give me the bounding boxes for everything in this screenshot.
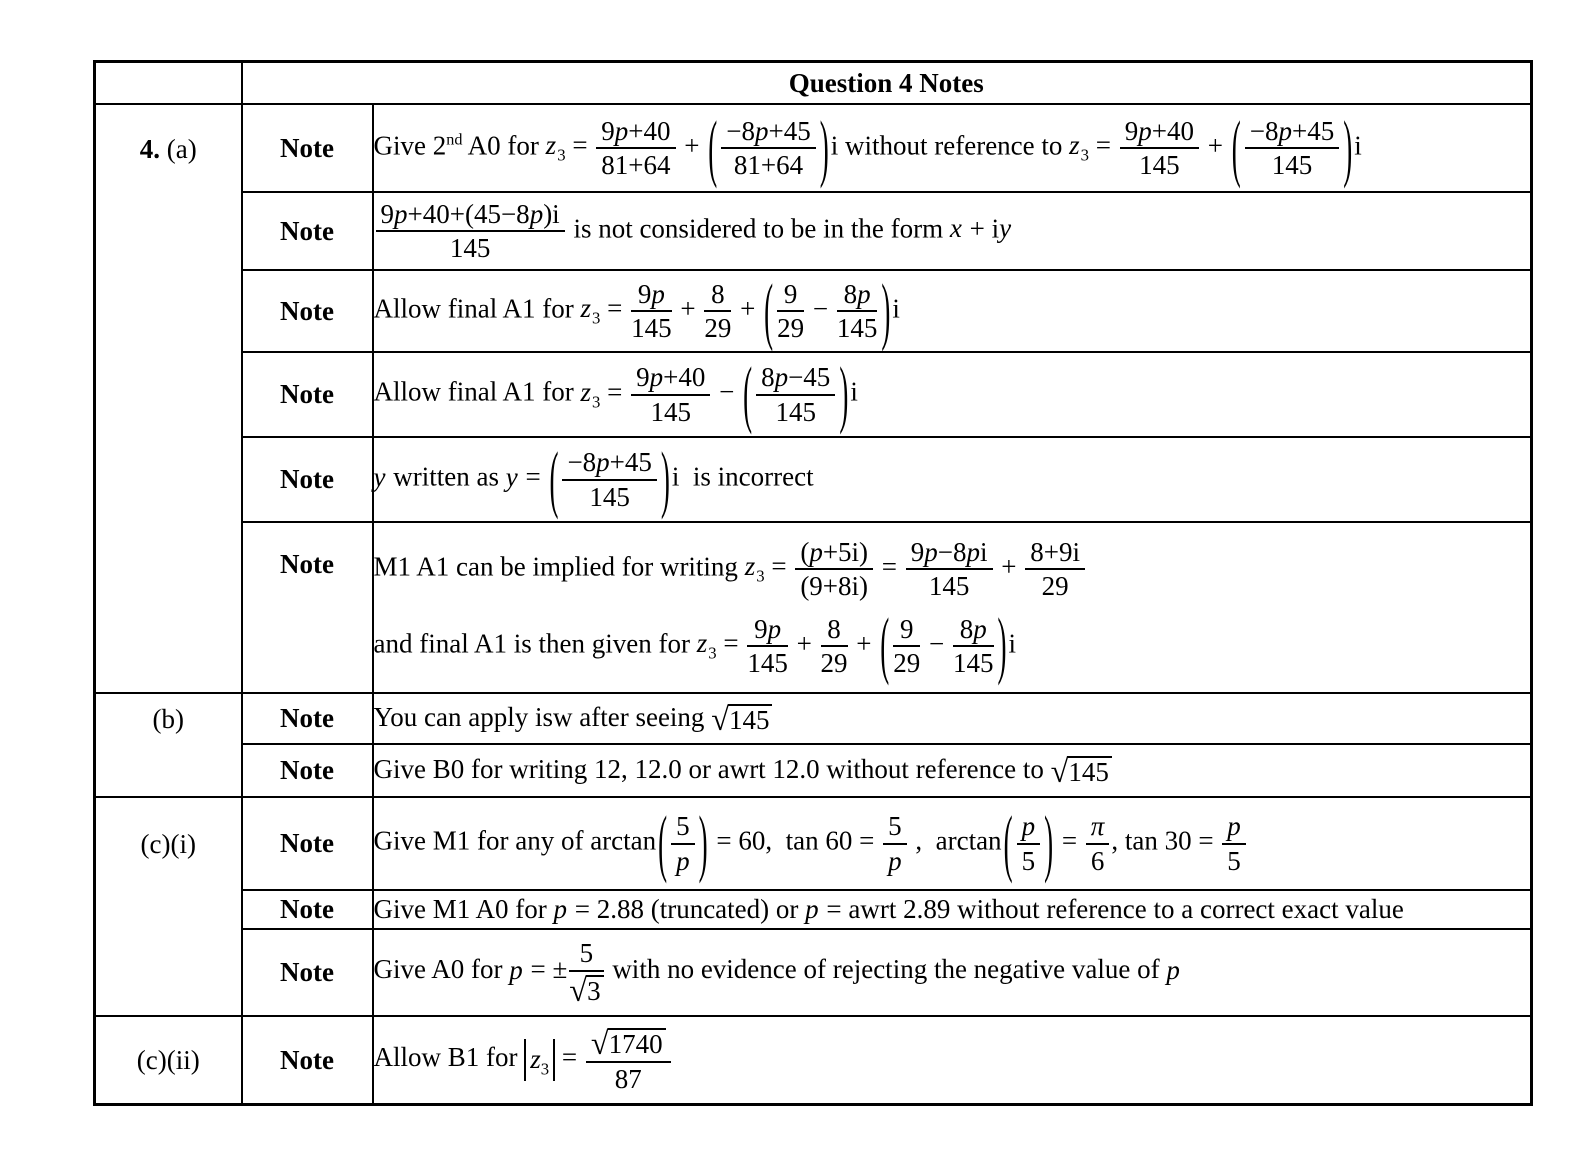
text-run: Allow B1 for: [373, 1042, 525, 1073]
denominator: 29: [1041, 571, 1069, 602]
table-row: [95, 192, 1532, 270]
fraction: [584, 1026, 673, 1094]
content-line: [373, 602, 1531, 687]
numerator: p: [1017, 811, 1041, 844]
fraction: [881, 811, 909, 875]
note-content-cell: [373, 797, 1532, 890]
note-label-cell: [242, 890, 373, 929]
note-label-cell: [242, 270, 373, 352]
big-paren: ): [1044, 800, 1054, 885]
note-content-cell: [373, 104, 1532, 192]
math-run: =: [1055, 825, 1084, 856]
big-paren: ): [1343, 104, 1353, 189]
note-content-cell: [373, 437, 1532, 522]
math-run: =: [875, 551, 904, 582]
note-label: Note: [280, 828, 334, 858]
denominator: 145: [650, 396, 691, 427]
denominator: 145: [953, 647, 994, 678]
part-label: (c)(i): [140, 829, 196, 859]
denominator: p: [888, 845, 902, 876]
note-label: Note: [280, 549, 334, 579]
math-run: y =: [505, 461, 548, 492]
note-content-cell: [373, 352, 1532, 437]
note-content-cell: [373, 693, 1532, 744]
note-content-cell: [373, 929, 1532, 1016]
note-label-cell: [242, 352, 373, 437]
math-run: +: [849, 627, 879, 658]
numerator: 8: [704, 279, 731, 312]
note-label: Note: [280, 957, 334, 987]
math-run: i: [850, 376, 858, 407]
big-paren: ): [997, 602, 1007, 687]
math-run: i: [830, 130, 839, 161]
sqrt: [711, 702, 772, 739]
table-title: Question 4 Notes: [242, 62, 1532, 105]
denominator: [569, 972, 603, 1007]
content-line: [373, 104, 1531, 189]
math-run: y: [373, 461, 386, 492]
text-run: Allow final A1 for: [373, 376, 581, 407]
big-paren: (: [1231, 104, 1241, 189]
math-run: −: [712, 376, 742, 407]
numerator: 9p+40+(45−8p)i: [376, 199, 565, 232]
fraction: [1118, 116, 1201, 180]
big-paren: ): [881, 267, 891, 352]
math-run: i: [1354, 130, 1362, 161]
math-run: p: [1166, 954, 1180, 985]
table-row: [95, 352, 1532, 437]
math-run: $z_3$ =: [580, 293, 630, 328]
denominator: 145: [449, 233, 491, 263]
math-run: −: [922, 627, 952, 658]
note-label: Note: [280, 132, 334, 163]
note-content-cell: [373, 267, 1532, 352]
part-cell: [95, 1016, 242, 1105]
content-line: [373, 267, 1531, 352]
text-run: Allow final A1 for: [373, 293, 581, 324]
numerator: 9p−8pi: [906, 537, 993, 570]
denominator: 5: [1227, 845, 1241, 876]
denominator: 6: [1090, 845, 1105, 876]
text-run: Give A0 for: [373, 954, 510, 985]
numerator: 5: [671, 811, 695, 844]
text-run: without reference to: [838, 130, 1070, 161]
numerator: 8p: [953, 614, 994, 647]
math-run: p = ±: [509, 954, 568, 985]
content-line: [374, 1026, 1531, 1094]
fraction: [775, 279, 806, 343]
denominator: 87: [614, 1063, 642, 1094]
numerator: −8p+45: [562, 447, 656, 480]
big-paren: ): [698, 800, 708, 885]
note-label: Note: [280, 215, 334, 246]
math-run: +: [677, 130, 707, 161]
math-run: $z_3$ =: [545, 130, 595, 165]
denominator: 145: [631, 313, 672, 343]
note-label-cell: [242, 929, 373, 1016]
fraction: [891, 614, 922, 678]
note-label-cell: [242, 437, 373, 522]
math-run: $z_3$ =: [744, 551, 794, 586]
fraction: [702, 279, 733, 343]
denominator: 145: [1139, 150, 1180, 180]
sqrt: [1050, 754, 1112, 791]
big-paren: ): [839, 351, 849, 436]
note-label: Note: [280, 464, 334, 494]
math-run: +: [789, 627, 819, 658]
table-row: [95, 1016, 1532, 1105]
text-run: M1 A1 can be implied for writing: [373, 551, 745, 582]
content-line: [373, 436, 1531, 521]
note-label-cell: [242, 1016, 373, 1105]
fraction: [904, 537, 995, 601]
sqrt: [569, 972, 603, 1009]
table-row: [95, 693, 1532, 744]
text-run: = 2.88 (truncated) or: [567, 893, 806, 924]
math-run: $z_3$ =: [580, 376, 630, 412]
note-content-cell: [373, 192, 1532, 270]
math-run: = 60: [709, 825, 766, 856]
big-paren: (: [764, 267, 774, 352]
table-row: [95, 797, 1532, 890]
text-run: = awrt 2.89 without reference to a correct exact value: [819, 893, 1404, 924]
content-line: [373, 753, 1531, 791]
content-line: [374, 537, 1531, 601]
numerator: [586, 1026, 671, 1063]
fraction: [1243, 116, 1341, 180]
denominator: p: [676, 845, 690, 876]
note-label-cell: [242, 693, 373, 744]
text-run: , tan 30 =: [1111, 825, 1221, 856]
math-run: +: [1201, 130, 1230, 161]
note-label: Note: [280, 379, 334, 409]
denominator: 145: [928, 571, 970, 602]
fraction: [719, 116, 817, 180]
numerator: 9: [777, 279, 804, 312]
note-label-cell: [242, 522, 373, 693]
math-run: +: [994, 551, 1024, 582]
fraction: [1015, 811, 1043, 875]
numerator: 9p+40: [1120, 116, 1199, 149]
radicand: 3: [586, 975, 604, 1007]
note-label: Note: [280, 894, 334, 924]
fraction: [951, 614, 996, 678]
numerator: 9p+40: [596, 116, 675, 149]
numerator: p: [1222, 811, 1246, 844]
denominator: 145: [589, 481, 630, 512]
fraction: [754, 362, 837, 426]
absolute-value: $z_3$: [524, 1039, 555, 1081]
big-paren: (: [658, 800, 668, 885]
fraction: [594, 116, 677, 180]
text-run: Give 2: [373, 130, 447, 161]
denominator: 29: [820, 647, 848, 678]
note-content-cell: [373, 1016, 1532, 1105]
part-cell: [95, 797, 242, 1016]
fraction: [793, 537, 875, 601]
numerator: 9p: [631, 279, 672, 312]
fraction: [1220, 811, 1248, 875]
note-label: Note: [280, 1044, 334, 1075]
text-run: Give M1 A0 for: [373, 893, 554, 924]
numerator: 9p+40: [631, 362, 710, 395]
sqrt: [590, 1025, 666, 1062]
math-run: x + iy: [949, 213, 1012, 244]
big-paren: (: [880, 602, 890, 687]
table-row: [95, 270, 1532, 352]
math-run: =: [555, 1042, 584, 1073]
radical-sign: √: [1050, 754, 1069, 791]
denominator: 29: [893, 647, 921, 678]
content-line: [373, 938, 1531, 1009]
part-cell: [95, 693, 242, 797]
numerator: 8p: [837, 279, 878, 312]
text-run: with no evidence of rejecting the negative value of: [605, 954, 1167, 985]
fraction: [567, 938, 605, 1009]
big-paren: (: [1003, 800, 1013, 885]
note-label-cell: [242, 192, 373, 270]
denominator: (9+8i): [800, 571, 869, 602]
header-row: [95, 62, 1532, 105]
fraction: [835, 279, 880, 343]
big-paren: (: [708, 104, 718, 189]
fraction: [629, 362, 712, 426]
fraction: [374, 199, 567, 263]
math-run: p: [553, 893, 567, 924]
note-content-cell: [373, 522, 1532, 693]
question-notes-table: [93, 60, 1533, 1106]
numerator: −8p+45: [721, 116, 815, 149]
math-run: i: [671, 461, 680, 492]
big-paren: ): [819, 104, 829, 189]
fraction: [745, 614, 790, 678]
text-run: , arctan: [908, 825, 1002, 856]
denominator: 145: [775, 396, 816, 427]
numerator: 8+9i: [1025, 537, 1085, 570]
denominator: 29: [777, 313, 805, 343]
note-label-cell: [242, 797, 373, 890]
text-run: You can apply isw after seeing: [373, 702, 712, 733]
note-content-cell: [373, 744, 1532, 797]
math-run: i: [892, 293, 900, 324]
math-run: $z_3$ =: [1069, 130, 1118, 165]
numerator: 9: [893, 614, 920, 647]
big-paren: (: [549, 436, 559, 521]
math-run: −: [806, 293, 835, 324]
denominator: 81+64: [601, 150, 671, 180]
fraction: [629, 279, 674, 343]
denominator: 81+64: [733, 150, 804, 180]
content-line: [373, 351, 1531, 436]
fraction: [560, 447, 658, 511]
text-run: A0 for: [462, 130, 546, 161]
part-label: 4. (a): [139, 134, 197, 164]
numerator: 8: [821, 614, 848, 647]
numerator: −8p+45: [1245, 116, 1339, 149]
part-number: 4.: [139, 134, 161, 164]
fraction: [1084, 811, 1112, 875]
fraction: [819, 614, 850, 678]
text-run: Give M1 for any of arctan: [373, 825, 657, 856]
table-body: [95, 62, 1532, 1105]
table-row: [95, 437, 1532, 522]
numerator: 5: [883, 811, 907, 844]
content-line: [373, 800, 1531, 885]
text-run: is not considered to be in the form: [566, 213, 950, 244]
math-run: p: [805, 893, 819, 924]
math-run: i: [1008, 627, 1017, 658]
math-run: $z_3$ =: [696, 627, 746, 663]
radical-sign: √: [590, 1025, 609, 1062]
table-row: [95, 929, 1532, 1016]
denominator: 5: [1021, 845, 1036, 876]
note-label: Note: [280, 295, 334, 326]
math-run: +: [733, 293, 763, 324]
text-run: is incorrect: [679, 461, 814, 492]
note-label-cell: [242, 744, 373, 797]
radicand: 145: [1067, 756, 1112, 788]
table-row: [95, 104, 1532, 192]
content-line: [374, 893, 1531, 927]
fraction: [1023, 537, 1087, 601]
text-run: Give B0 for writing 12, 12.0 or awrt 12.0 without reference to: [373, 754, 1051, 785]
numerator: 8p−45: [756, 362, 835, 395]
denominator: 145: [1271, 150, 1313, 180]
radical-sign: √: [569, 972, 588, 1009]
radicand: 145: [728, 704, 773, 736]
big-paren: (: [743, 351, 753, 436]
big-paren: ): [660, 436, 670, 521]
denominator: 29: [704, 313, 732, 343]
radicand: 1740: [608, 1028, 666, 1060]
denominator: 145: [747, 647, 788, 678]
numerator: 5: [569, 938, 603, 971]
text-run: , tan 60 =: [765, 825, 882, 856]
numerator: (p+5i): [795, 537, 873, 570]
superscript: nd: [446, 130, 463, 149]
text-run: and final A1 is then given for: [373, 627, 697, 658]
part-label: (c)(ii): [136, 1045, 200, 1075]
header-empty-cell: [95, 62, 242, 105]
part-cell: [95, 104, 242, 693]
content-line: [374, 199, 1531, 263]
content-line: [373, 701, 1531, 739]
table-row: [95, 744, 1532, 797]
table-row: [95, 890, 1532, 929]
denominator: 145: [836, 313, 878, 343]
table-row: [95, 522, 1532, 693]
note-label: Note: [280, 755, 334, 785]
numerator: π: [1086, 811, 1110, 844]
numerator: 9p: [747, 614, 788, 647]
note-content-cell: [373, 890, 1532, 929]
note-label: Note: [280, 703, 334, 733]
note-label-cell: [242, 104, 373, 192]
part-label: (b): [152, 704, 184, 734]
text-run: written as: [386, 461, 506, 492]
math-run: +: [673, 293, 703, 324]
fraction: [669, 811, 697, 875]
radical-sign: √: [711, 702, 729, 739]
